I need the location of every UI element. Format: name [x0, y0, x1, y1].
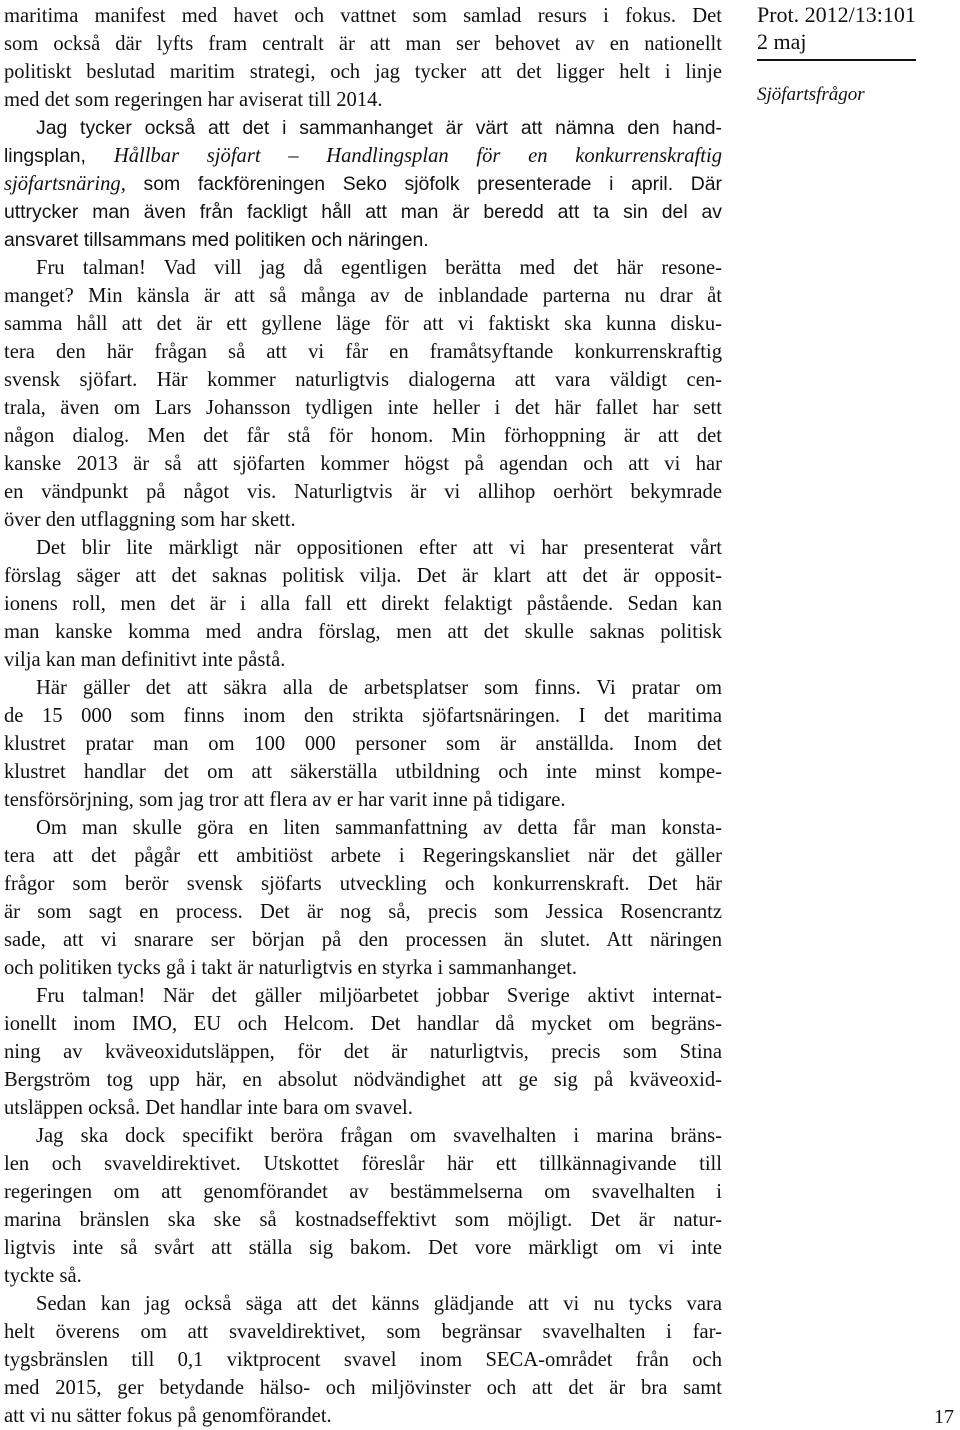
text-line: len och svaveldirektivet. Utskottet föreslår här ett tillkännagivande till — [4, 1153, 722, 1175]
text-line: Jag tycker också att det i sammanhanget är värt att nämna den hand- — [36, 117, 722, 139]
text-line: Det blir lite märkligt när oppositionen efter att vi har presenterat vårt — [36, 537, 722, 559]
text-line: helt överens om att svaveldirektivet, som begränsar svavelhalten i far- — [4, 1321, 722, 1343]
text-line: ning av kväveoxidutsläppen, för det är naturligtvis, precis som Stina — [4, 1041, 722, 1063]
text-line: utsläppen också. Det handlar inte bara om svavel. — [4, 1097, 413, 1119]
document-title: Hållbar sjöfart – Handlingsplan för en konkurrenskraftig — [113, 145, 722, 167]
text-line: Jag ska dock specifikt beröra frågan om svavelhalten i marina bräns- — [36, 1125, 722, 1147]
session-date: 2 maj — [757, 29, 807, 54]
text-line: klustret pratar man om 100 000 personer som är anställda. Inom det — [4, 733, 722, 755]
text-line — [4, 170, 722, 198]
text-line: förslag säger att det saknas politisk vilja. Det är klart att det är opposit- — [4, 565, 722, 587]
text-line: man kanske komma med andra förslag, men att det skulle saknas politisk — [4, 621, 722, 643]
text-line: tensförsörjning, som jag tror att flera av er har varit inne på tidigare. — [4, 789, 566, 811]
text-line — [4, 142, 722, 170]
text-line: tygsbränslen till 0,1 viktprocent svavel inom SECA-området från och — [4, 1349, 722, 1371]
speech-text — [4, 2, 722, 1430]
text-line: tyckte så. — [4, 1265, 82, 1287]
text-line: Här gäller det att säkra alla de arbetsplatser som finns. Vi pratar om — [36, 677, 722, 699]
text-line: tera att det pågår ett ambitiöst arbete i Regeringskansliet när det gäller — [4, 845, 722, 867]
text-line: vilja kan man definitivt inte påstå. — [4, 649, 286, 671]
text-line: svensk sjöfart. Här kommer naturligtvis dialogerna att vara väldigt cen- — [4, 369, 722, 391]
text-line: frågor som berör svensk sjöfarts utveckling och konkurrenskraft. Det här — [4, 873, 722, 895]
margin-rule — [757, 59, 916, 61]
text-line: manget? Min känsla är att så många av de inblandade parterna nu drar åt — [4, 285, 722, 307]
text-line: marina bränslen ska ske så kostnadseffektivt som möjligt. Det är natur- — [4, 1209, 722, 1231]
text-line: Bergström tog upp här, en absolut nödvändighet att ge sig på kväveoxid- — [4, 1069, 722, 1091]
text-line: politiskt beslutad maritim strategi, och jag tycker att det ligger helt i linje — [4, 61, 722, 83]
text-line: med 2015, ger betydande hälso- och miljövinster och att det är bra samt — [4, 1377, 722, 1399]
page-number: 17 — [934, 1406, 954, 1428]
text-segment: lingsplan, — [4, 145, 86, 167]
margin-note — [757, 2, 957, 107]
text-line: ligtvis inte så svårt att ställa sig bakom. Det vore märkligt om vi inte — [4, 1237, 722, 1259]
text-line: sade, att vi snarare ser början på den processen än slutet. Att näringen — [4, 929, 722, 951]
text-line: är som sagt en process. Det är nog så, precis som Jessica Rosencrantz — [4, 901, 722, 923]
text-line: Fru talman! När det gäller miljöarbetet jobbar Sverige aktivt internat- — [36, 985, 722, 1007]
text-line: uttrycker man även från fackligt håll att man är beredd att ta sin del av — [4, 201, 722, 223]
text-line: med det som regeringen har aviserat till 2014. — [4, 89, 383, 111]
text-line: ionellt inom IMO, EU och Helcom. Det handlar då mycket om begräns- — [4, 1013, 722, 1035]
topic-label: Sjöfartsfrågor — [757, 84, 865, 105]
document-title: sjöfartsnäring, — [4, 173, 126, 195]
text-line: samma håll att det är ett gyllene läge för att vi faktiskt ska kunna disku- — [4, 313, 722, 335]
text-segment: som fackföreningen Seko sjöfolk presenterade i april. Där — [143, 173, 723, 195]
text-line: att vi nu sätter fokus på genomförandet. — [4, 1405, 332, 1427]
protocol-number: Prot. 2012/13:101 — [757, 2, 916, 27]
text-line: ionens roll, men det är i alla fall ett direkt felaktigt påstående. Sedan kan — [4, 593, 722, 615]
text-line: över den utflaggning som har skett. — [4, 509, 296, 531]
text-line: regeringen om att genomförandet av bestämmelserna om svavelhalten i — [4, 1181, 722, 1203]
text-line: ansvaret tillsammans med politiken och näringen. — [4, 229, 429, 251]
text-line: maritima manifest med havet och vattnet som samlad resurs i fokus. Det — [4, 5, 722, 27]
text-line: trala, även om Lars Johansson tydligen inte heller i det här fallet har sett — [4, 397, 722, 419]
text-line: en vändpunkt på något vis. Naturligtvis är vi allihop oerhört bekymrade — [4, 481, 722, 503]
text-line: kanske 2013 är så att sjöfarten kommer högst på agendan och att vi har — [4, 453, 722, 475]
text-line: och politiken tycks gå i takt är naturligtvis en styrka i sammanhanget. — [4, 957, 578, 979]
text-line: någon dialog. Men det får stå för honom. Min förhoppning är att det — [4, 425, 722, 447]
text-line: tera den här frågan så att vi får en framåtsyftande konkurrenskraftig — [4, 341, 722, 363]
text-line: Om man skulle göra en liten sammanfattning av detta får man konsta- — [36, 817, 722, 839]
text-line: Fru talman! Vad vill jag då egentligen berätta med det här resone- — [36, 257, 722, 279]
text-line: Sedan kan jag också säga att det känns glädjande att vi nu tycks vara — [36, 1293, 722, 1315]
text-line: som också där lyfts fram centralt är att man ser behovet av en nationellt — [4, 33, 722, 55]
text-line: klustret handlar det om att säkerställa utbildning och inte minst kompe- — [4, 761, 722, 783]
text-line: de 15 000 som finns inom den strikta sjöfartsnäringen. I det maritima — [4, 705, 722, 727]
